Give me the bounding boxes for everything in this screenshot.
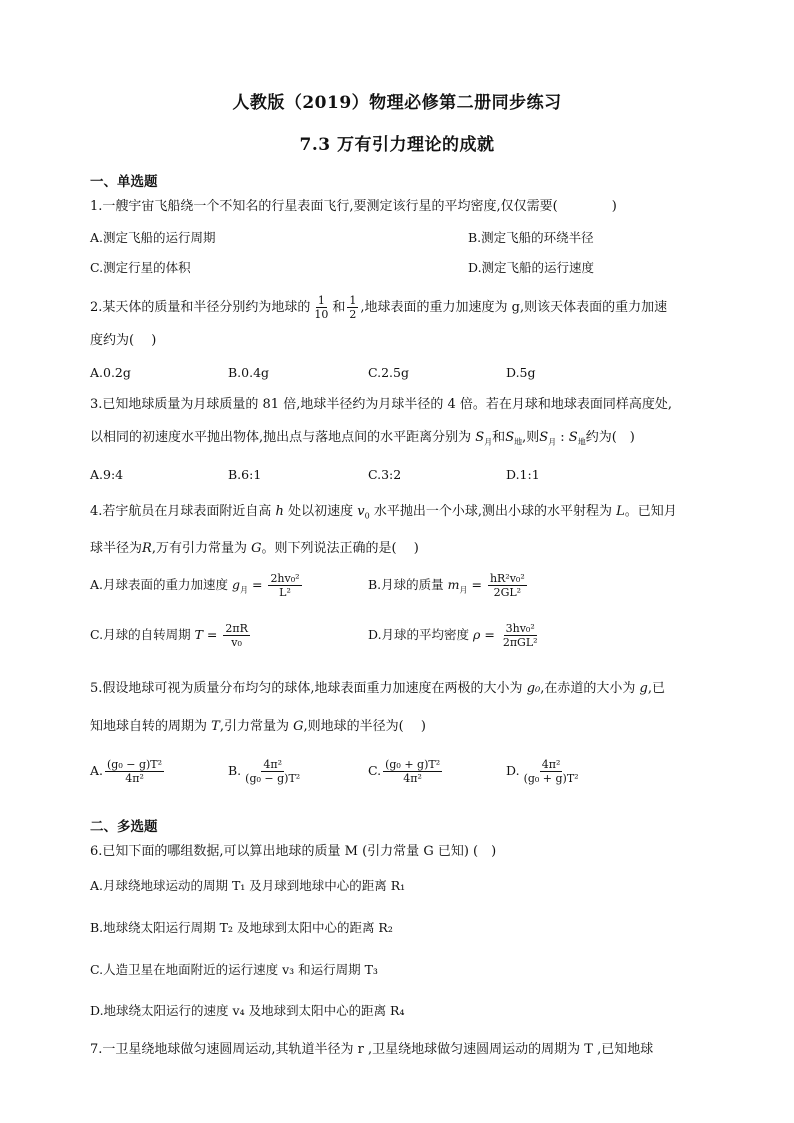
fraction-one-half: $\frac{1}{2}$ (349, 294, 357, 321)
document-subtitle: 7.3 万有引力理论的成就 (299, 135, 495, 155)
question-6-option-b: B.地球绕太阳运行周期 T₂ 及地球到太阳中心的距离 R₂ (90, 920, 393, 935)
question-4-option-a: A.月球表面的重力加速度 $g_月$ = $\frac{\text{2hv₀²}}{\text{L²}}$ (90, 572, 300, 599)
question-4-option-b: B.月球的质量 $m_月$ = $\frac{\text{hR²v₀²}}{\text{2GL²}}$ (368, 572, 525, 599)
question-5-stem: 5.假设地球可视为质量分布均匀的球体,地球表面重力加速度在两极的大小为 g₀,在赤道的大小为 g,已 (90, 681, 665, 696)
question-2-option-d: D.5g (506, 365, 536, 380)
question-2-option-c: C.2.5g (368, 365, 409, 380)
question-5-option-b: B. $\frac{\text{4π²}}{\text{(g₀ − g)T²}}$ (228, 758, 301, 785)
question-2-stem: 2.某天体的质量和半径分别约为地球的 $\frac{1}{10}$ 和 $\frac{1}{2}$ ,地球表面的重力加速度为 g,则该天体表面的重力加速 (90, 294, 668, 321)
question-2-stem-line2: 度约为( ) (90, 333, 157, 348)
question-1-option-d: D.测定飞船的运行速度 (468, 260, 595, 275)
question-5-option-d: D. $\frac{\text{4π²}}{\text{(g₀ + g)T²}}$ (506, 758, 579, 785)
question-3-option-d: D.1:1 (506, 467, 540, 482)
question-4-option-d: D.月球的平均密度 ρ = $\frac{\text{3hv₀²}}{\text{2πGL²}}$ (368, 622, 538, 649)
question-3-option-a: A.9:4 (90, 467, 124, 482)
question-5-option-c: C. $\frac{\text{(g₀ + g)T²}}{\text{4π²}}$ (368, 758, 441, 785)
question-6-option-d: D.地球绕太阳运行的速度 v₄ 及地球到太阳中心的距离 R₄ (90, 1003, 405, 1018)
question-4-option-c: C.月球的自转周期 T = $\frac{2\pi R}{\text{v₀}}$ (90, 622, 248, 649)
question-7-stem: 7.一卫星绕地球做匀速圆周运动,其轨道半径为 r ,卫星绕地球做匀速圆周运动的周期为 T ,已知地球 (90, 1042, 654, 1057)
question-3-stem: 3.已知地球质量为月球质量的 81 倍,地球半径约为月球半径的 4 倍。若在月球和地球表面同样高度处, (90, 397, 673, 412)
question-1-stem: 1.一艘宇宙飞船绕一个不知名的行星表面飞行,要测定该行星的平均密度,仅仅需要( ) (90, 199, 617, 214)
question-5-option-a: A. $\frac{\text{(g₀ − g)T²}}{\text{4π²}}$ (90, 758, 163, 785)
question-1-option-b: B.测定飞船的环绕半径 (468, 230, 594, 245)
section-multiple-choice: 二、多选题 (90, 819, 158, 835)
question-3-option-b: B.6:1 (228, 467, 262, 482)
question-3-option-c: C.3:2 (368, 467, 402, 482)
question-6-option-c: C.人造卫星在地面附近的运行速度 v₃ 和运行周期 T₃ (90, 962, 378, 977)
section-single-choice: 一、单选题 (90, 174, 158, 190)
fraction-one-tenth: $\frac{1}{10}$ (314, 294, 329, 321)
question-6-option-a: A.月球绕地球运动的周期 T₁ 及月球到地球中心的距离 R₁ (90, 878, 406, 893)
question-3-stem-line2: 以相同的初速度水平抛出物体,抛出点与落地点间的水平距离分别为 $S_月$和$S_地$,则$S_月$ : $S_地$约为( ) (90, 430, 635, 447)
document-title: 人教版（2019）物理必修第二册同步练习 (232, 93, 562, 113)
question-5-stem-line2: 知地球自转的周期为 T,引力常量为 G,则地球的半径为( ) (90, 719, 426, 734)
question-2-option-b: B.0.4g (228, 365, 270, 380)
question-1-option-a: A.测定飞船的运行周期 (90, 230, 216, 245)
question-1-option-c: C.测定行星的体积 (90, 260, 191, 275)
question-2-option-a: A.0.2g (90, 365, 131, 380)
question-6-stem: 6.已知下面的哪组数据,可以算出地球的质量 M (引力常量 G 已知) ( ) (90, 844, 497, 859)
question-4-stem: 4.若宇航员在月球表面附近自高 h 处以初速度 $v_0$ 水平抛出一个小球,测出小球的水平射程为 L。已知月 (90, 504, 677, 521)
question-4-stem-line2: 球半径为R,万有引力常量为 G。则下列说法正确的是( ) (90, 541, 419, 556)
